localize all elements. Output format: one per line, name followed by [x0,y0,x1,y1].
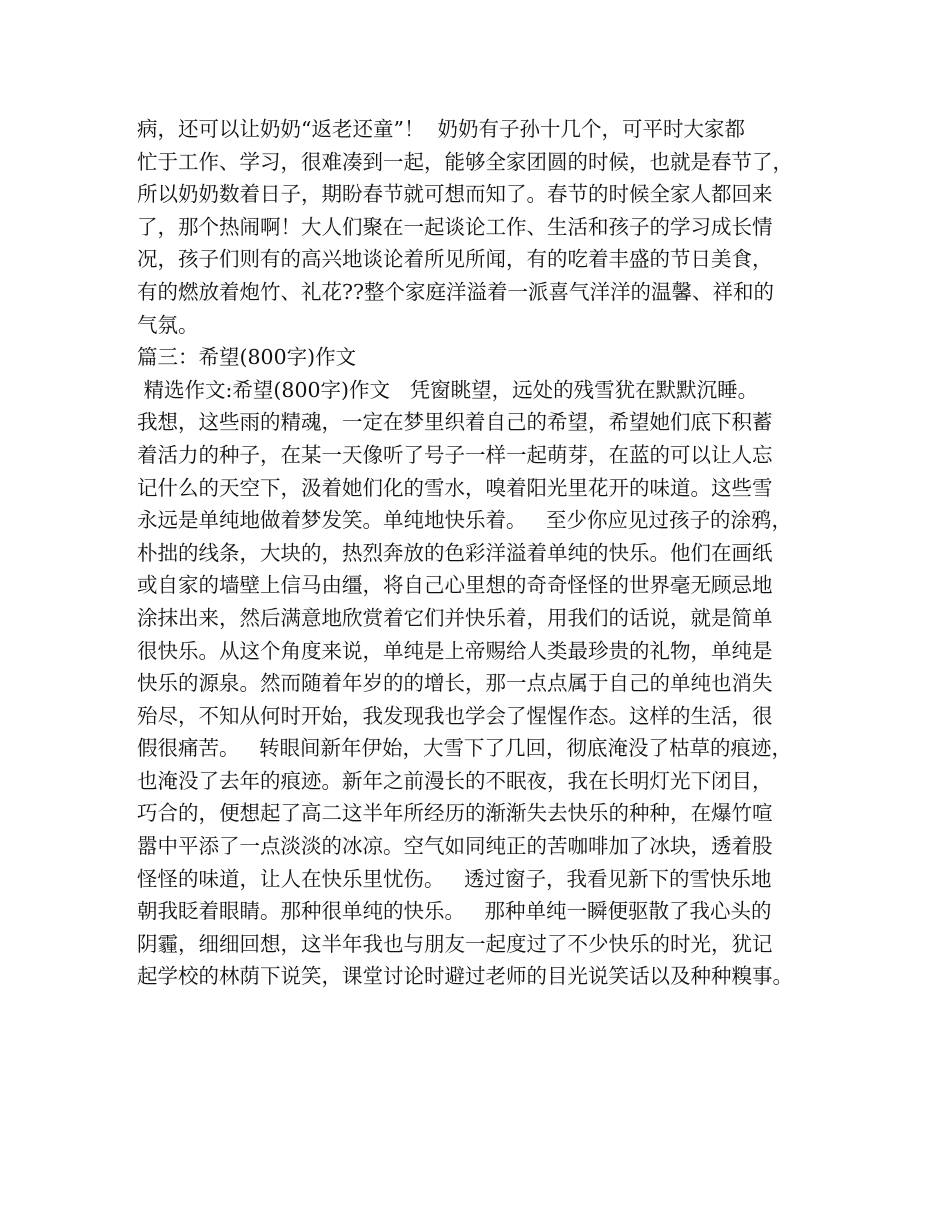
text-line: 也淹没了去年的痕迹。新年之前漫长的不眠夜，我在长明灯光下闭目， [137,768,773,793]
essay-text [137,113,837,993]
text-line: 精选作文:希望(800字)作文 凭窗眺望，远处的残雪犹在默默沉睡。 [137,377,759,402]
text-line: 巧合的，便想起了高二这半年所经历的渐渐失去快乐的种种，在爆竹喧 [137,801,773,826]
text-line: 嚣中平添了一点淡淡的冰凉。空气如同纯正的苦咖啡加了冰块，透着股 [137,834,773,859]
text-line: 假很痛苦。 转眼间新年伊始，大雪下了几回，彻底淹没了枯草的痕迹， [137,736,793,761]
text-line: 快乐的源泉。然而随着年岁的的增长，那一点点属于自己的单纯也消失 [137,671,773,696]
text-line: 病，还可以让奶奶“返老还童”！ 奶奶有子孙十几个，可平时大家都 [137,117,745,141]
text-line: 了，那个热闹啊！大人们聚在一起谈论工作、生活和孩子的学习成长情 [137,214,773,239]
text-line: 涂抹出来，然后满意地欣赏着它们并快乐着，用我们的话说，就是简单 [137,605,773,630]
text-line: 或自家的墙壁上信马由缰，将自己心里想的奇奇怪怪的世界毫无顾忌地 [137,573,773,598]
text-line: 起学校的林荫下说笑，课堂讨论时避过老师的目光说笑话以及种种糗事。 [137,964,793,989]
text-line: 气氛。 [137,312,199,337]
text-line: 况，孩子们则有的高兴地谈论着所见所闻，有的吃着丰盛的节日美食， [137,247,773,272]
text-line: 有的燃放着炮竹、礼花??整个家庭洋溢着一派喜气洋洋的温馨、祥和的 [137,279,774,304]
text-line: 朝我眨着眼睛。那种很单纯的快乐。 那种单纯一瞬便驱散了我心头的 [137,899,772,924]
text-line: 记什么的天空下，汲着她们化的雪水，嗅着阳光里花开的味道。这些雪 [137,475,773,500]
text-line: 着活力的种子，在某一天像听了号子一样一起萌芽，在蓝的可以让人忘 [137,442,773,467]
text-line: 怪怪的味道，让人在快乐里忧伤。 透过窗子，我看见新下的雪快乐地 [137,866,772,891]
text-line: 永远是单纯地做着梦发笑。单纯地快乐着。 至少你应见过孩子的涂鸦， [137,508,793,533]
text-line: 阴霾，细细回想，这半年我也与朋友一起度过了不少快乐的时光，犹记 [137,931,773,956]
text-line: 殆尽，不知从何时开始，我发现我也学会了惺惺作态。这样的生活，很 [137,703,773,728]
section-heading: 篇三：希望(800字)作文 [137,345,357,370]
text-line: 所以奶奶数着日子，期盼春节就可想而知了。春节的时候全家人都回来 [137,182,773,207]
text-line: 朴拙的线条，大块的，热烈奔放的色彩洋溢着单纯的快乐。他们在画纸 [137,540,773,565]
text-line: 忙于工作、学习，很难凑到一起，能够全家团圆的时候，也就是春节了， [137,149,793,174]
text-line: 很快乐。从这个角度来说，单纯是上帝赐给人类最珍贵的礼物，单纯是 [137,638,773,663]
text-line: 我想，这些雨的精魂，一定在梦里织着自己的希望，希望她们底下积蓄 [137,410,773,435]
